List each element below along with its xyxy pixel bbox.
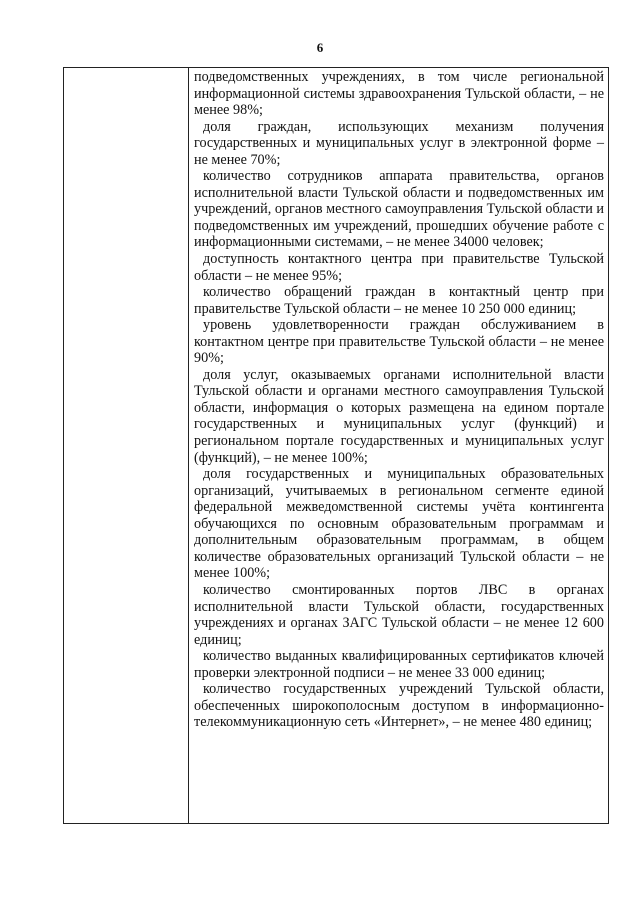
indicator-paragraph: доля граждан, использующих механизм получения государственных и муниципальных услуг в электронной форме – не менее 70%; xyxy=(194,118,604,168)
indicator-paragraph: доступность контактного центра при правительстве Тульской области – не менее 95%; xyxy=(194,251,604,284)
indicator-paragraph: доля государственных и муниципальных образовательных организаций, учитываемых в региональном сегменте единой федеральной межведомственной системы учёта контингента обучающихся по основным образовательным программам и дополнительным образовательным программам, в общем количестве образовательных организаций Тульской области – не менее 100%; xyxy=(194,466,604,582)
indicators-table xyxy=(63,67,609,824)
indicator-paragraph: подведомственных учреждениях, в том числе региональной информационной системы здравоохранения Тульской области, – не менее 98%; xyxy=(194,69,604,119)
indicator-paragraph: количество сотрудников аппарата правительства, органов исполнительной власти Тульской области и подведомственных им учреждений, органов местного самоуправления Тульской области и подведомственных им учреждений, прошедших обучение работе с информационными системами, – не менее 34000 человек; xyxy=(194,168,604,251)
page-number: 6 xyxy=(316,40,324,55)
table-left-cell xyxy=(64,68,189,823)
indicator-paragraph: уровень удовлетворенности граждан обслуживанием в контактном центре при правительстве Тульской области – не менее 90%; xyxy=(194,317,604,367)
indicator-paragraph: количество государственных учреждений Тульской области, обеспеченных широкополосным доступом в информационно-телекоммуникационную сеть «Интернет», – не менее 480 единиц; xyxy=(194,681,604,731)
indicator-paragraph: количество обращений граждан в контактный центр при правительстве Тульской области – не менее 10 250 000 единиц; xyxy=(194,284,604,317)
table-right-cell xyxy=(189,68,608,823)
indicator-paragraph: количество выданных квалифицированных сертификатов ключей проверки электронной подписи – не менее 33 000 единиц; xyxy=(194,648,604,681)
indicator-paragraph: доля услуг, оказываемых органами исполнительной власти Тульской области и органами местного самоуправления Тульской области, информация о которых размещена на едином портале государственных и муниципальных услуг (функций) и региональном портале государственных и муниципальных услуг (функций), – не менее 100%; xyxy=(194,366,604,466)
indicator-paragraph: количество смонтированных портов ЛВС в органах исполнительной власти Тульской области, государственных учреждениях и органах ЗАГС Тульской области – не менее 12 600 единиц; xyxy=(194,581,604,648)
